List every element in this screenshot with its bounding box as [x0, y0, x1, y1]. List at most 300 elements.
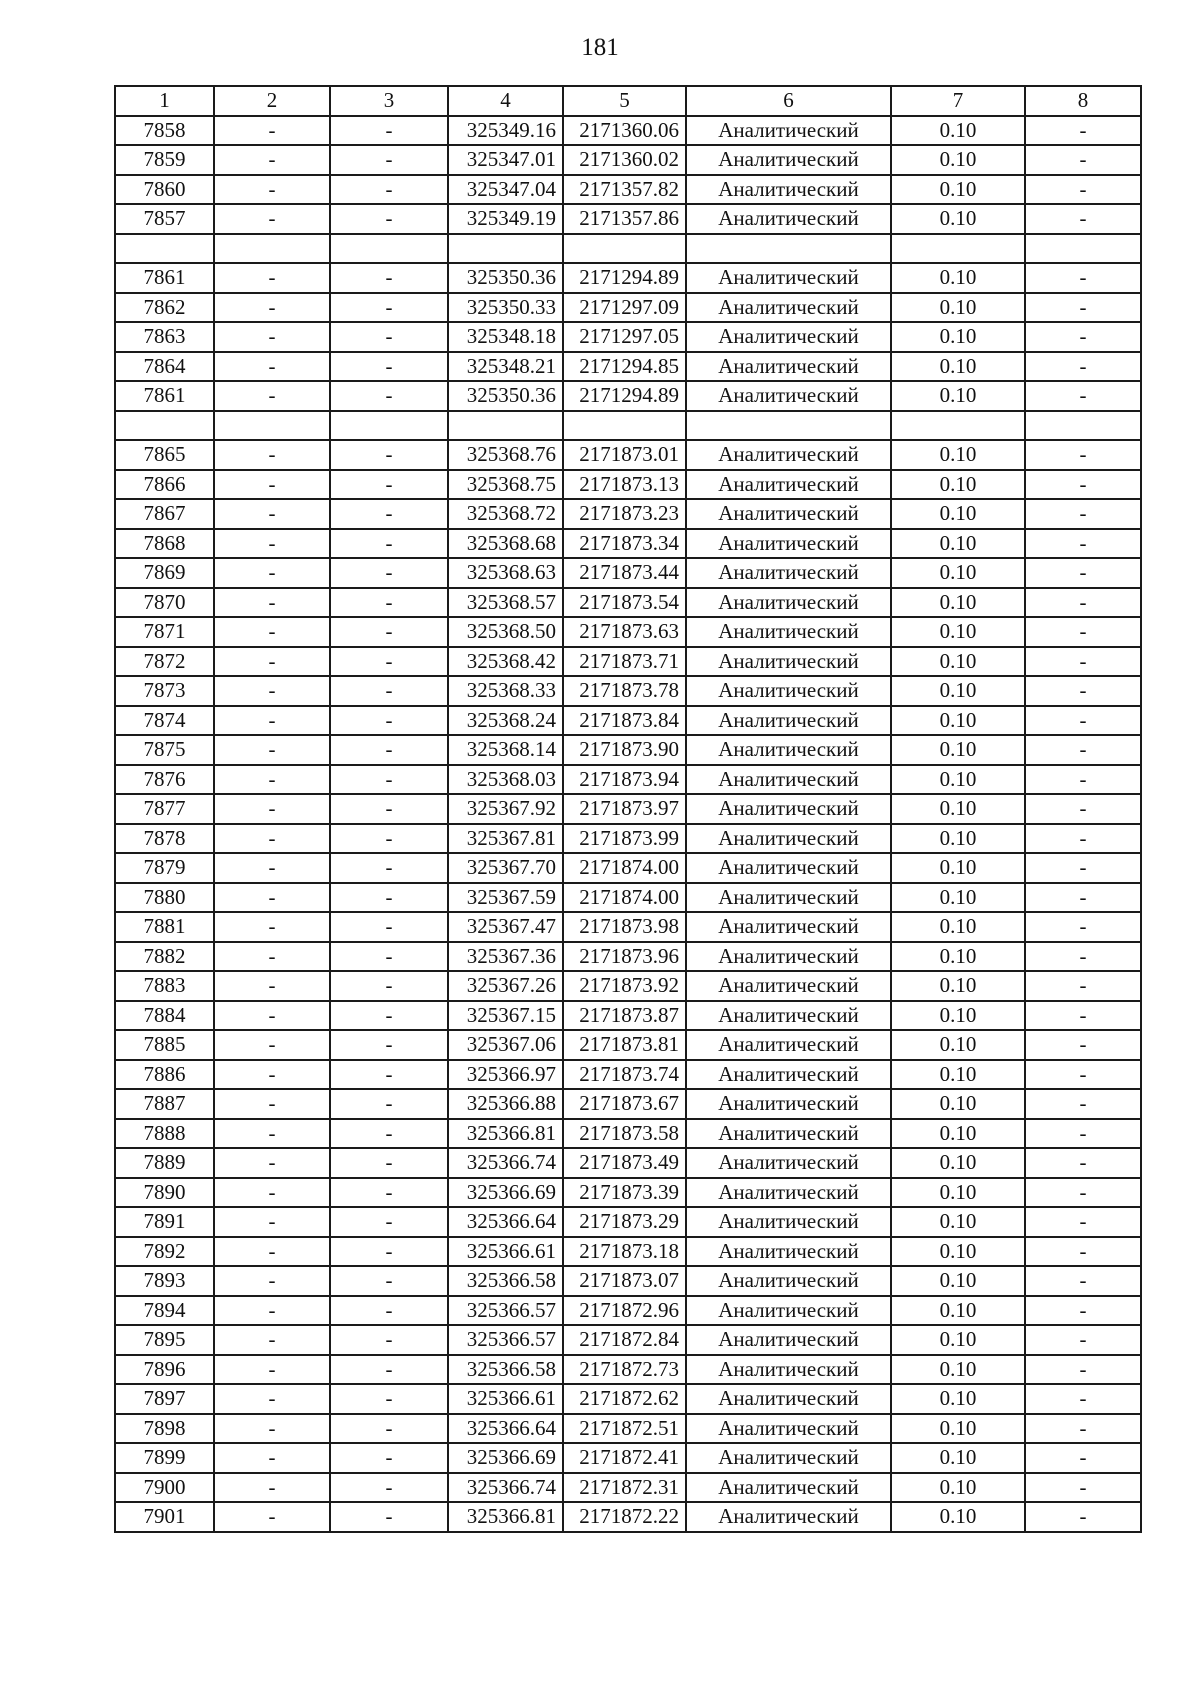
- point-number-cell: 7884: [115, 1001, 214, 1031]
- method-cell: Аналитический: [686, 204, 891, 234]
- point-number-cell: 7867: [115, 499, 214, 529]
- table-row: [115, 824, 1141, 854]
- x-coordinate-cell: 325367.92: [448, 794, 563, 824]
- method-cell: Аналитический: [686, 145, 891, 175]
- method-cell: Аналитический: [686, 617, 891, 647]
- x-coordinate-cell: 325367.36: [448, 942, 563, 972]
- x-coordinate-cell: 325367.81: [448, 824, 563, 854]
- y-coordinate-cell: 2171874.00: [563, 853, 686, 883]
- point-number-cell: 7890: [115, 1178, 214, 1208]
- x-coordinate-cell: 325366.64: [448, 1414, 563, 1444]
- method-cell: Аналитический: [686, 883, 891, 913]
- table-row: [115, 204, 1141, 234]
- y-coordinate-cell: 2171294.89: [563, 381, 686, 411]
- y-coordinate-cell: 2171873.84: [563, 706, 686, 736]
- col8-cell: -: [1025, 1384, 1141, 1414]
- point-number-cell: 7891: [115, 1207, 214, 1237]
- accuracy-cell: 0.10: [891, 1119, 1025, 1149]
- x-coordinate-cell: 325366.81: [448, 1119, 563, 1149]
- accuracy-cell: 0.10: [891, 735, 1025, 765]
- y-coordinate-cell: 2171357.82: [563, 175, 686, 205]
- point-number-cell: 7874: [115, 706, 214, 736]
- y-coordinate-cell: 2171872.22: [563, 1502, 686, 1532]
- table-row: [115, 529, 1141, 559]
- accuracy-cell: 0.10: [891, 352, 1025, 382]
- point-number-cell: 7900: [115, 1473, 214, 1503]
- table-body: [115, 86, 1141, 1532]
- method-cell: Аналитический: [686, 1414, 891, 1444]
- point-number-cell: 7862: [115, 293, 214, 323]
- table-row: [115, 912, 1141, 942]
- col8-cell: -: [1025, 824, 1141, 854]
- col3-cell: -: [330, 1266, 448, 1296]
- method-cell: Аналитический: [686, 1001, 891, 1031]
- point-number-cell: 7887: [115, 1089, 214, 1119]
- accuracy-cell: 0.10: [891, 1355, 1025, 1385]
- x-coordinate-cell: 325368.03: [448, 765, 563, 795]
- y-coordinate-cell: 2171873.58: [563, 1119, 686, 1149]
- col3-cell: -: [330, 1207, 448, 1237]
- point-number-cell: 7901: [115, 1502, 214, 1532]
- accuracy-cell: 0.10: [891, 1237, 1025, 1267]
- table-row: [115, 1237, 1141, 1267]
- col2-cell: -: [214, 1237, 330, 1267]
- method-cell: Аналитический: [686, 942, 891, 972]
- table-row: [115, 1296, 1141, 1326]
- method-cell: Аналитический: [686, 1148, 891, 1178]
- x-coordinate-cell: 325366.61: [448, 1384, 563, 1414]
- method-cell: Аналитический: [686, 322, 891, 352]
- x-coordinate-cell: 325366.57: [448, 1296, 563, 1326]
- col3-cell: -: [330, 175, 448, 205]
- y-coordinate-cell: 2171873.54: [563, 588, 686, 618]
- y-coordinate-cell: 2171873.49: [563, 1148, 686, 1178]
- col2-cell: -: [214, 1178, 330, 1208]
- col8-cell: -: [1025, 499, 1141, 529]
- header-cell: 8: [1025, 86, 1141, 116]
- col2-cell: -: [214, 883, 330, 913]
- method-cell: Аналитический: [686, 853, 891, 883]
- col2-cell: -: [214, 706, 330, 736]
- method-cell: Аналитический: [686, 794, 891, 824]
- coordinates-table: [114, 85, 1142, 1533]
- x-coordinate-cell: 325366.69: [448, 1443, 563, 1473]
- x-coordinate-cell: 325368.75: [448, 470, 563, 500]
- y-coordinate-cell: 2171297.05: [563, 322, 686, 352]
- method-cell: Аналитический: [686, 558, 891, 588]
- accuracy-cell: 0.10: [891, 942, 1025, 972]
- col8-cell: -: [1025, 794, 1141, 824]
- accuracy-cell: 0.10: [891, 381, 1025, 411]
- table-row: [115, 1148, 1141, 1178]
- point-number-cell: 7882: [115, 942, 214, 972]
- x-coordinate-cell: 325350.36: [448, 263, 563, 293]
- col8-cell: -: [1025, 1089, 1141, 1119]
- col8-cell: -: [1025, 558, 1141, 588]
- col2-cell: -: [214, 1414, 330, 1444]
- col2-cell: -: [214, 647, 330, 677]
- accuracy-cell: 0.10: [891, 499, 1025, 529]
- empty-cell: [686, 234, 891, 264]
- point-number-cell: 7896: [115, 1355, 214, 1385]
- col2-cell: -: [214, 824, 330, 854]
- accuracy-cell: 0.10: [891, 853, 1025, 883]
- empty-cell: [214, 234, 330, 264]
- header-cell: 2: [214, 86, 330, 116]
- method-cell: Аналитический: [686, 647, 891, 677]
- method-cell: Аналитический: [686, 706, 891, 736]
- col3-cell: -: [330, 1089, 448, 1119]
- col8-cell: -: [1025, 1325, 1141, 1355]
- empty-cell: [330, 411, 448, 441]
- x-coordinate-cell: 325368.24: [448, 706, 563, 736]
- table-row: [115, 558, 1141, 588]
- y-coordinate-cell: 2171873.29: [563, 1207, 686, 1237]
- col2-cell: -: [214, 1207, 330, 1237]
- y-coordinate-cell: 2171873.74: [563, 1060, 686, 1090]
- table-row: [115, 116, 1141, 146]
- col3-cell: -: [330, 1296, 448, 1326]
- x-coordinate-cell: 325368.76: [448, 440, 563, 470]
- col2-cell: -: [214, 1384, 330, 1414]
- col3-cell: -: [330, 676, 448, 706]
- col8-cell: -: [1025, 1414, 1141, 1444]
- x-coordinate-cell: 325368.42: [448, 647, 563, 677]
- x-coordinate-cell: 325366.81: [448, 1502, 563, 1532]
- accuracy-cell: 0.10: [891, 293, 1025, 323]
- table-row: [115, 381, 1141, 411]
- y-coordinate-cell: 2171360.06: [563, 116, 686, 146]
- y-coordinate-cell: 2171297.09: [563, 293, 686, 323]
- table-row: [115, 853, 1141, 883]
- col2-cell: -: [214, 1325, 330, 1355]
- col2-cell: -: [214, 1001, 330, 1031]
- col8-cell: -: [1025, 440, 1141, 470]
- x-coordinate-cell: 325366.69: [448, 1178, 563, 1208]
- separator-row: [115, 234, 1141, 264]
- col8-cell: -: [1025, 322, 1141, 352]
- point-number-cell: 7861: [115, 263, 214, 293]
- accuracy-cell: 0.10: [891, 647, 1025, 677]
- accuracy-cell: 0.10: [891, 1443, 1025, 1473]
- col2-cell: -: [214, 116, 330, 146]
- point-number-cell: 7873: [115, 676, 214, 706]
- col3-cell: -: [330, 470, 448, 500]
- empty-cell: [891, 234, 1025, 264]
- col8-cell: -: [1025, 1001, 1141, 1031]
- col2-cell: -: [214, 470, 330, 500]
- x-coordinate-cell: 325367.06: [448, 1030, 563, 1060]
- table-row: [115, 145, 1141, 175]
- separator-row: [115, 411, 1141, 441]
- point-number-cell: 7859: [115, 145, 214, 175]
- col2-cell: -: [214, 145, 330, 175]
- point-number-cell: 7868: [115, 529, 214, 559]
- point-number-cell: 7861: [115, 381, 214, 411]
- y-coordinate-cell: 2171873.39: [563, 1178, 686, 1208]
- y-coordinate-cell: 2171873.63: [563, 617, 686, 647]
- y-coordinate-cell: 2171872.62: [563, 1384, 686, 1414]
- col3-cell: -: [330, 1414, 448, 1444]
- col2-cell: -: [214, 1060, 330, 1090]
- col2-cell: -: [214, 558, 330, 588]
- col3-cell: -: [330, 558, 448, 588]
- col3-cell: -: [330, 883, 448, 913]
- y-coordinate-cell: 2171873.87: [563, 1001, 686, 1031]
- x-coordinate-cell: 325366.97: [448, 1060, 563, 1090]
- col8-cell: -: [1025, 175, 1141, 205]
- method-cell: Аналитический: [686, 735, 891, 765]
- col3-cell: -: [330, 1325, 448, 1355]
- table-row: [115, 1325, 1141, 1355]
- col8-cell: -: [1025, 942, 1141, 972]
- col2-cell: -: [214, 1119, 330, 1149]
- col2-cell: -: [214, 1089, 330, 1119]
- method-cell: Аналитический: [686, 440, 891, 470]
- table-row: [115, 175, 1141, 205]
- method-cell: Аналитический: [686, 1502, 891, 1532]
- empty-cell: [891, 411, 1025, 441]
- point-number-cell: 7869: [115, 558, 214, 588]
- y-coordinate-cell: 2171874.00: [563, 883, 686, 913]
- col8-cell: -: [1025, 735, 1141, 765]
- x-coordinate-cell: 325366.57: [448, 1325, 563, 1355]
- col3-cell: -: [330, 735, 448, 765]
- method-cell: Аналитический: [686, 1119, 891, 1149]
- y-coordinate-cell: 2171873.98: [563, 912, 686, 942]
- x-coordinate-cell: 325366.61: [448, 1237, 563, 1267]
- empty-cell: [686, 411, 891, 441]
- method-cell: Аналитический: [686, 971, 891, 1001]
- table-row: [115, 794, 1141, 824]
- col2-cell: -: [214, 794, 330, 824]
- col8-cell: -: [1025, 647, 1141, 677]
- accuracy-cell: 0.10: [891, 1502, 1025, 1532]
- point-number-cell: 7870: [115, 588, 214, 618]
- accuracy-cell: 0.10: [891, 1060, 1025, 1090]
- col8-cell: -: [1025, 1443, 1141, 1473]
- col8-cell: -: [1025, 1266, 1141, 1296]
- table-row: [115, 588, 1141, 618]
- col8-cell: -: [1025, 116, 1141, 146]
- header-cell: 6: [686, 86, 891, 116]
- col2-cell: -: [214, 529, 330, 559]
- table-row: [115, 1414, 1141, 1444]
- empty-cell: [115, 234, 214, 264]
- y-coordinate-cell: 2171360.02: [563, 145, 686, 175]
- col8-cell: -: [1025, 1119, 1141, 1149]
- col3-cell: -: [330, 1384, 448, 1414]
- accuracy-cell: 0.10: [891, 824, 1025, 854]
- table-row: [115, 470, 1141, 500]
- col8-cell: -: [1025, 617, 1141, 647]
- table-row: [115, 706, 1141, 736]
- point-number-cell: 7865: [115, 440, 214, 470]
- col3-cell: -: [330, 617, 448, 647]
- col8-cell: -: [1025, 1148, 1141, 1178]
- y-coordinate-cell: 2171873.01: [563, 440, 686, 470]
- empty-cell: [1025, 234, 1141, 264]
- accuracy-cell: 0.10: [891, 765, 1025, 795]
- table-row: [115, 1207, 1141, 1237]
- accuracy-cell: 0.10: [891, 558, 1025, 588]
- col3-cell: -: [330, 942, 448, 972]
- col3-cell: -: [330, 853, 448, 883]
- point-number-cell: 7897: [115, 1384, 214, 1414]
- col3-cell: -: [330, 971, 448, 1001]
- method-cell: Аналитический: [686, 470, 891, 500]
- col8-cell: -: [1025, 293, 1141, 323]
- header-cell: 4: [448, 86, 563, 116]
- col2-cell: -: [214, 352, 330, 382]
- header-cell: 5: [563, 86, 686, 116]
- method-cell: Аналитический: [686, 352, 891, 382]
- col8-cell: -: [1025, 381, 1141, 411]
- col8-cell: -: [1025, 1355, 1141, 1385]
- col3-cell: -: [330, 647, 448, 677]
- col2-cell: -: [214, 1148, 330, 1178]
- col8-cell: -: [1025, 971, 1141, 1001]
- x-coordinate-cell: 325368.72: [448, 499, 563, 529]
- accuracy-cell: 0.10: [891, 1414, 1025, 1444]
- col2-cell: -: [214, 381, 330, 411]
- method-cell: Аналитический: [686, 263, 891, 293]
- table-row: [115, 676, 1141, 706]
- y-coordinate-cell: 2171872.84: [563, 1325, 686, 1355]
- method-cell: Аналитический: [686, 1207, 891, 1237]
- x-coordinate-cell: 325367.70: [448, 853, 563, 883]
- col3-cell: -: [330, 1473, 448, 1503]
- col3-cell: -: [330, 1060, 448, 1090]
- col8-cell: -: [1025, 676, 1141, 706]
- accuracy-cell: 0.10: [891, 263, 1025, 293]
- x-coordinate-cell: 325366.74: [448, 1148, 563, 1178]
- header-cell: 7: [891, 86, 1025, 116]
- y-coordinate-cell: 2171873.96: [563, 942, 686, 972]
- table-row: [115, 293, 1141, 323]
- col3-cell: -: [330, 824, 448, 854]
- table-row: [115, 617, 1141, 647]
- point-number-cell: 7878: [115, 824, 214, 854]
- col3-cell: -: [330, 912, 448, 942]
- point-number-cell: 7883: [115, 971, 214, 1001]
- accuracy-cell: 0.10: [891, 116, 1025, 146]
- method-cell: Аналитический: [686, 1473, 891, 1503]
- col8-cell: -: [1025, 352, 1141, 382]
- point-number-cell: 7863: [115, 322, 214, 352]
- col2-cell: -: [214, 853, 330, 883]
- accuracy-cell: 0.10: [891, 1089, 1025, 1119]
- col3-cell: -: [330, 794, 448, 824]
- col2-cell: -: [214, 676, 330, 706]
- y-coordinate-cell: 2171294.89: [563, 263, 686, 293]
- col2-cell: -: [214, 1296, 330, 1326]
- col8-cell: -: [1025, 529, 1141, 559]
- col2-cell: -: [214, 971, 330, 1001]
- point-number-cell: 7880: [115, 883, 214, 913]
- y-coordinate-cell: 2171357.86: [563, 204, 686, 234]
- y-coordinate-cell: 2171873.07: [563, 1266, 686, 1296]
- accuracy-cell: 0.10: [891, 440, 1025, 470]
- accuracy-cell: 0.10: [891, 145, 1025, 175]
- col2-cell: -: [214, 765, 330, 795]
- x-coordinate-cell: 325367.26: [448, 971, 563, 1001]
- point-number-cell: 7864: [115, 352, 214, 382]
- point-number-cell: 7895: [115, 1325, 214, 1355]
- y-coordinate-cell: 2171873.97: [563, 794, 686, 824]
- col3-cell: -: [330, 1237, 448, 1267]
- accuracy-cell: 0.10: [891, 175, 1025, 205]
- method-cell: Аналитический: [686, 1384, 891, 1414]
- col2-cell: -: [214, 617, 330, 647]
- x-coordinate-cell: 325347.04: [448, 175, 563, 205]
- header-row: [115, 86, 1141, 116]
- col3-cell: -: [330, 1030, 448, 1060]
- col8-cell: -: [1025, 765, 1141, 795]
- col2-cell: -: [214, 322, 330, 352]
- table-row: [115, 971, 1141, 1001]
- col2-cell: -: [214, 499, 330, 529]
- col2-cell: -: [214, 588, 330, 618]
- table-row: [115, 1384, 1141, 1414]
- x-coordinate-cell: 325368.33: [448, 676, 563, 706]
- table-row: [115, 735, 1141, 765]
- y-coordinate-cell: 2171873.18: [563, 1237, 686, 1267]
- col2-cell: -: [214, 204, 330, 234]
- x-coordinate-cell: 325349.16: [448, 116, 563, 146]
- y-coordinate-cell: 2171873.34: [563, 529, 686, 559]
- y-coordinate-cell: 2171873.67: [563, 1089, 686, 1119]
- col8-cell: -: [1025, 883, 1141, 913]
- accuracy-cell: 0.10: [891, 676, 1025, 706]
- col8-cell: -: [1025, 1502, 1141, 1532]
- y-coordinate-cell: 2171873.81: [563, 1030, 686, 1060]
- accuracy-cell: 0.10: [891, 706, 1025, 736]
- method-cell: Аналитический: [686, 588, 891, 618]
- col3-cell: -: [330, 1502, 448, 1532]
- table-row: [115, 1266, 1141, 1296]
- col2-cell: -: [214, 263, 330, 293]
- method-cell: Аналитический: [686, 824, 891, 854]
- method-cell: Аналитический: [686, 529, 891, 559]
- col8-cell: -: [1025, 1178, 1141, 1208]
- empty-cell: [563, 234, 686, 264]
- accuracy-cell: 0.10: [891, 883, 1025, 913]
- table-row: [115, 1089, 1141, 1119]
- accuracy-cell: 0.10: [891, 1296, 1025, 1326]
- accuracy-cell: 0.10: [891, 204, 1025, 234]
- col2-cell: -: [214, 175, 330, 205]
- x-coordinate-cell: 325366.58: [448, 1266, 563, 1296]
- col3-cell: -: [330, 204, 448, 234]
- table-row: [115, 765, 1141, 795]
- y-coordinate-cell: 2171873.90: [563, 735, 686, 765]
- col3-cell: -: [330, 706, 448, 736]
- col8-cell: -: [1025, 263, 1141, 293]
- col8-cell: -: [1025, 470, 1141, 500]
- x-coordinate-cell: 325367.59: [448, 883, 563, 913]
- point-number-cell: 7894: [115, 1296, 214, 1326]
- col2-cell: -: [214, 1443, 330, 1473]
- method-cell: Аналитический: [686, 1178, 891, 1208]
- y-coordinate-cell: 2171873.71: [563, 647, 686, 677]
- col8-cell: -: [1025, 145, 1141, 175]
- col2-cell: -: [214, 1355, 330, 1385]
- accuracy-cell: 0.10: [891, 1473, 1025, 1503]
- y-coordinate-cell: 2171872.41: [563, 1443, 686, 1473]
- y-coordinate-cell: 2171873.92: [563, 971, 686, 1001]
- y-coordinate-cell: 2171873.44: [563, 558, 686, 588]
